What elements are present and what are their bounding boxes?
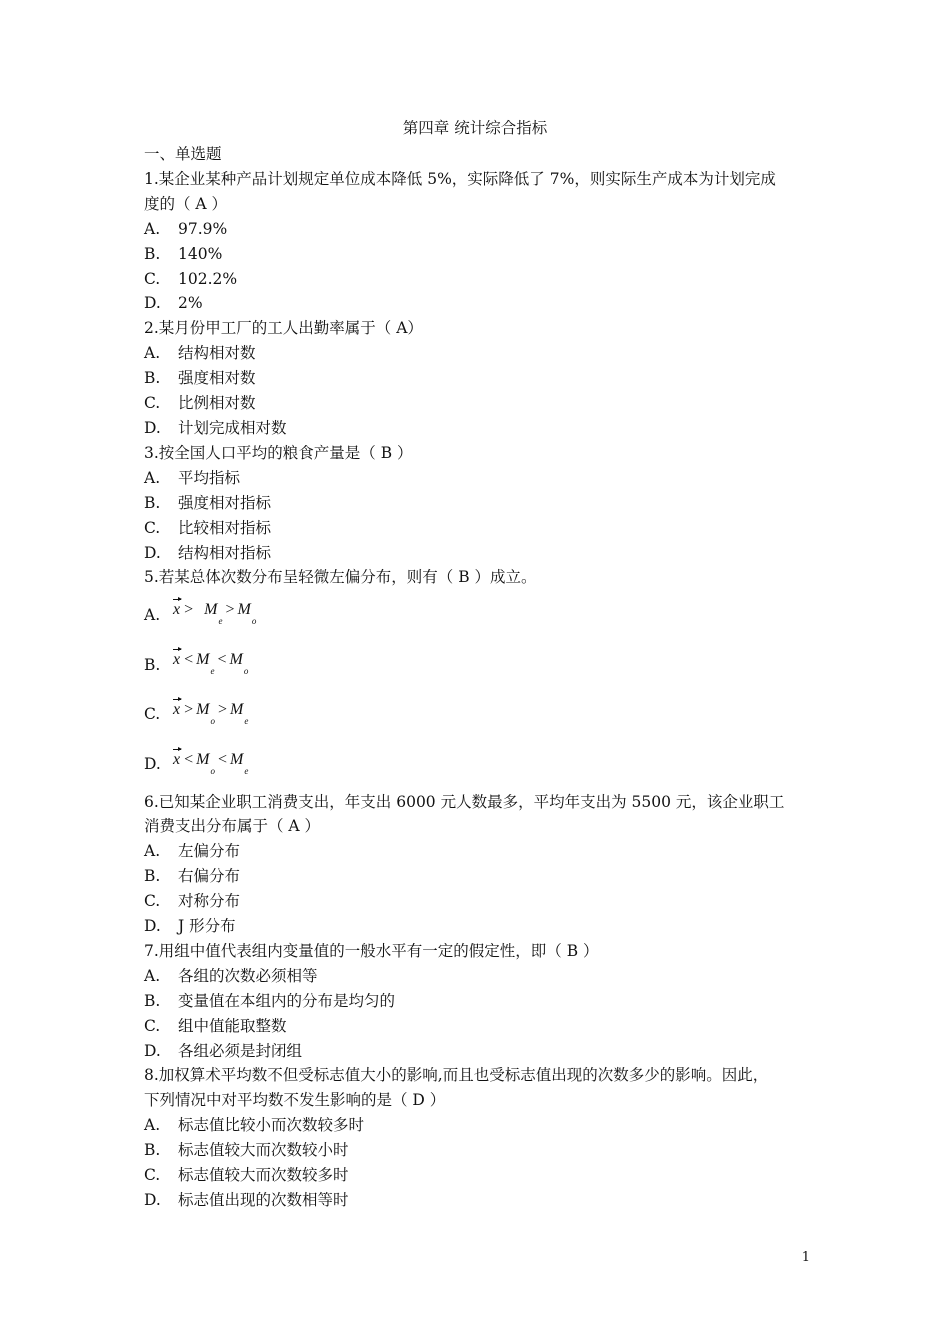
median-symbol: $M_e$	[230, 750, 249, 776]
option-label: B.	[144, 867, 161, 886]
section-heading: 一、单选题	[144, 145, 222, 163]
question-5-option-c	[144, 690, 810, 740]
option-text: 计划完成相对数	[178, 418, 287, 437]
option-label: C.	[144, 892, 161, 911]
question-8-option-b	[144, 1138, 810, 1163]
option-label: C.	[144, 518, 161, 537]
formula	[172, 648, 249, 677]
question-3-stem: 3.按全国人口平均的粮食产量是（ B ）	[144, 443, 413, 462]
option-text: 右偏分布	[178, 867, 241, 886]
question-7-option-c	[144, 1014, 810, 1039]
option-text: 强度相对指标	[178, 493, 272, 512]
relation-2: >	[217, 700, 227, 718]
question-6-stem-line-1: 6.已知某企业职工消费支出，年支出 6000 元人数最多，平均年支出为 5500 元，该企业职工	[144, 792, 785, 811]
mode-symbol: $M_o$	[229, 651, 249, 677]
option-label: A.	[144, 966, 161, 985]
option-label: D.	[144, 917, 161, 936]
option-label: B.	[144, 991, 161, 1010]
option-label: D.	[144, 1191, 161, 1209]
question-8-option-d	[144, 1188, 810, 1213]
option-label: C.	[144, 394, 161, 413]
option-label: C.	[144, 705, 161, 724]
mode-symbol: $M_o$	[196, 700, 215, 726]
page-number: 1	[801, 1250, 810, 1265]
x-bar-symbol: x	[172, 598, 181, 623]
question-6-option-a	[144, 839, 810, 864]
question-7-option-a	[144, 964, 810, 989]
question-5-option-b	[144, 640, 810, 690]
option-text: 标志值比较小而次数较多时	[178, 1116, 365, 1135]
question-7-stem: 7.用组中值代表组内变量值的一般水平有一定的假定性，即（ B ）	[144, 941, 599, 960]
median-symbol: $M_e$	[230, 700, 249, 726]
mode-symbol: $M_o$	[237, 601, 257, 627]
option-label: B.	[144, 1141, 161, 1160]
formula	[172, 698, 248, 724]
relation-2: >	[225, 601, 235, 619]
option-label: C.	[144, 1016, 161, 1035]
option-text: J 形分布	[178, 917, 236, 936]
question-1-option-c	[144, 267, 810, 292]
chapter-title: 第四章 统计综合指标	[402, 119, 548, 137]
option-text: 左偏分布	[178, 842, 241, 861]
x-bar-symbol: x	[172, 648, 181, 673]
question-7-option-d	[144, 1039, 810, 1064]
relation-1: >	[184, 700, 194, 718]
question-2-option-c	[144, 391, 810, 416]
option-label: B.	[144, 244, 161, 263]
option-text: 结构相对指标	[178, 543, 272, 562]
question-2-option-d	[144, 416, 810, 441]
relation-1: <	[184, 750, 194, 768]
option-label: C.	[144, 1166, 161, 1185]
option-label: A.	[144, 1116, 161, 1135]
question-3-option-d	[144, 541, 810, 566]
question-2-option-a	[144, 341, 810, 366]
question-7-option-b	[144, 989, 810, 1014]
option-text: 结构相对数	[178, 344, 256, 363]
question-5-option-a	[144, 590, 810, 640]
option-label: A.	[144, 468, 161, 487]
option-label: D.	[144, 418, 161, 437]
question-3-option-a	[144, 466, 810, 491]
option-label: B.	[144, 493, 161, 512]
option-text: 97.9%	[178, 219, 228, 238]
option-text: 标志值较大而次数较小时	[178, 1141, 349, 1160]
formula	[172, 598, 257, 627]
option-label: C.	[144, 269, 161, 288]
x-bar-symbol: x	[172, 748, 181, 773]
option-label: D.	[144, 755, 161, 774]
question-8-option-a	[144, 1113, 810, 1138]
question-5-option-d	[144, 740, 810, 790]
option-text: 平均指标	[178, 468, 241, 487]
option-text: 组中值能取整数	[178, 1016, 287, 1035]
option-label: D.	[144, 1041, 161, 1060]
question-2-option-b	[144, 366, 810, 391]
question-1-option-d	[144, 291, 810, 316]
median-symbol: $M_e$	[196, 651, 215, 677]
option-text: 各组的次数必须相等	[178, 966, 318, 985]
question-1-option-b	[144, 242, 810, 267]
option-text: 标志值出现的次数相等时	[178, 1191, 349, 1209]
formula	[172, 748, 248, 774]
relation-2: <	[217, 651, 227, 669]
option-label: A.	[144, 842, 161, 861]
option-text: 变量值在本组内的分布是均匀的	[178, 991, 396, 1010]
question-8-option-c	[144, 1163, 810, 1188]
option-label: B.	[144, 655, 161, 674]
question-8-stem-line-1: 8.加权算术平均数不但受标志值大小的影响,而且也受标志值出现的次数多少的影响。因此，	[144, 1066, 769, 1085]
question-6-option-b	[144, 864, 810, 889]
relation-1: <	[184, 651, 194, 669]
option-text: 比较相对指标	[178, 518, 272, 537]
option-label: D.	[144, 294, 161, 313]
option-text: 102.2%	[178, 269, 238, 288]
question-2-stem: 2.某月份甲工厂的工人出勤率属于（ A）	[144, 319, 423, 338]
median-symbol: $M_e$	[204, 601, 223, 627]
question-3-option-c	[144, 516, 810, 541]
question-8-stem-line-2: 下列情况中对平均数不发生影响的是（ D ）	[144, 1091, 446, 1110]
option-text: 140%	[178, 244, 223, 263]
mode-symbol: $M_o$	[196, 750, 215, 776]
option-text: 强度相对数	[178, 369, 256, 388]
option-text: 各组必须是封闭组	[178, 1041, 303, 1060]
relation-1: >	[184, 601, 194, 619]
option-label: A.	[144, 219, 161, 238]
option-text: 2%	[178, 294, 203, 313]
relation-2: <	[217, 750, 227, 768]
question-6-option-d	[144, 914, 810, 939]
question-6-option-c	[144, 889, 810, 914]
option-text: 比例相对数	[178, 394, 256, 413]
option-label: D.	[144, 543, 161, 562]
question-3-option-b	[144, 491, 810, 516]
option-text: 对称分布	[178, 892, 241, 911]
question-1-stem-line-1: 1.某企业某种产品计划规定单位成本降低 5%，实际降低了 7%，则实际生产成本为计划完成	[144, 169, 776, 188]
option-text: 标志值较大而次数较多时	[178, 1166, 349, 1185]
x-bar-symbol: x	[172, 698, 181, 723]
question-1-option-a	[144, 217, 810, 242]
question-5-stem: 5.若某总体次数分布呈轻微左偏分布，则有（ B ）成立。	[144, 568, 537, 587]
option-label: A.	[144, 344, 161, 363]
question-1-stem-line-2: 度的（ A ）	[144, 194, 228, 213]
option-label: A.	[144, 605, 161, 624]
option-label: B.	[144, 369, 161, 388]
question-6-stem-line-2: 消费支出分布属于（ A ）	[144, 817, 321, 836]
question-list	[144, 142, 810, 1213]
